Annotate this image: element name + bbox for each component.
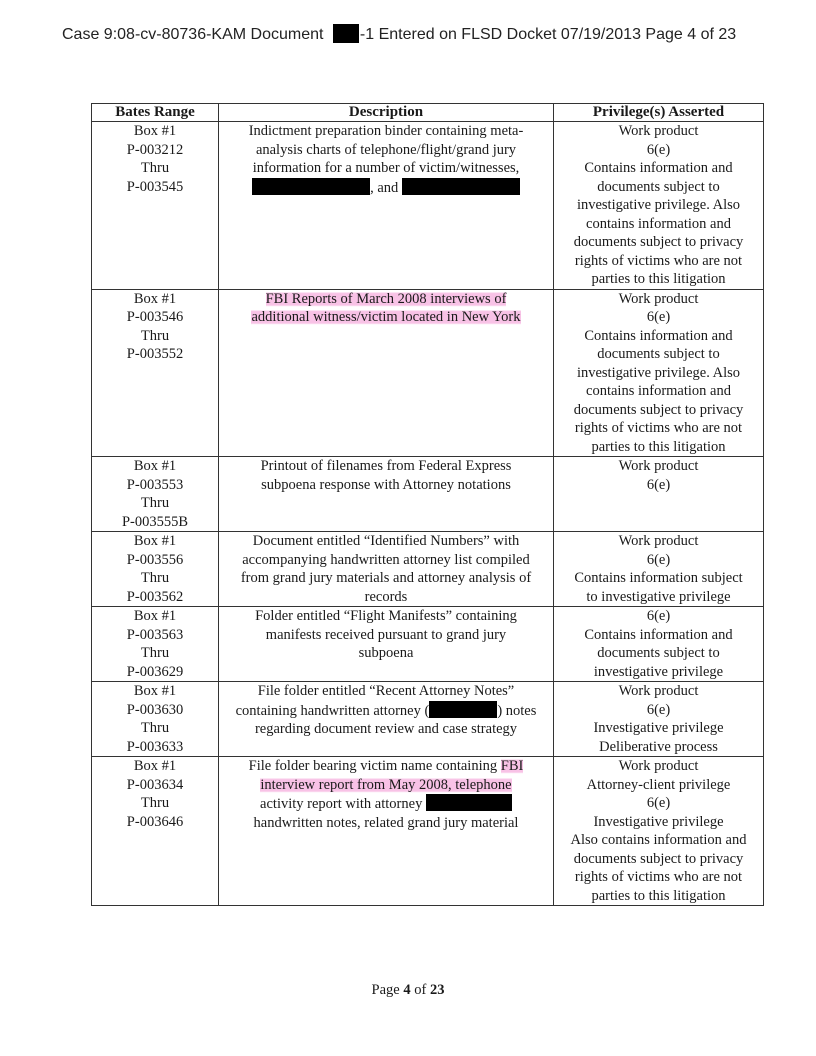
privilege-cell: Work product 6(e) <box>554 457 764 532</box>
description-cell: Indictment preparation binder containing meta- analysis charts of telephone/flight/grand jury information for a number of victim/witnesses, , and <box>219 122 554 290</box>
table-row <box>92 682 764 757</box>
bates-range-cell: Box #1 P-003634 Thru P-003646 <box>92 757 219 906</box>
table-row <box>92 607 764 682</box>
privilege-cell: Work product Attorney-client privilege 6(e) Investigative privilege Also contains information and documents subject to privacy rights of victims who are not parties to this litigation <box>554 757 764 906</box>
page-footer: Page 4 of 23 <box>371 982 445 998</box>
bates-range-cell: Box #1 P-003553 Thru P-003555B <box>92 457 219 532</box>
privilege-cell: Work product 6(e) Contains information and documents subject to investigative privilege. Also contains information and documents subject to privacy rights of victims who are not parties to this litigation <box>554 289 764 457</box>
bates-range-cell: Box #1 P-003212 Thru P-003545 <box>92 122 219 290</box>
table-row <box>92 457 764 532</box>
bates-range-cell: Box #1 P-003556 Thru P-003562 <box>92 532 219 607</box>
redaction-box <box>333 24 359 43</box>
redaction-box <box>252 178 370 195</box>
bates-range-cell: Box #1 P-003563 Thru P-003629 <box>92 607 219 682</box>
table-row <box>92 122 764 290</box>
column-header-privilege: Privilege(s) Asserted <box>554 104 764 122</box>
table-header-row <box>92 104 764 122</box>
privilege-cell: Work product 6(e) Contains information subject to investigative privilege <box>554 532 764 607</box>
redaction-box <box>429 701 497 718</box>
table-row <box>92 532 764 607</box>
bates-range-cell: Box #1 P-003546 Thru P-003552 <box>92 289 219 457</box>
description-cell: File folder bearing victim name containing FBI interview report from May 2008, telephone activity report with attorney handwritten notes, related grand jury material <box>219 757 554 906</box>
description-cell: Folder entitled “Flight Manifests” containing manifests received pursuant to grand jury subpoena <box>219 607 554 682</box>
description-cell: File folder entitled “Recent Attorney Notes” containing handwritten attorney ( ) notes regarding document review and case strategy <box>219 682 554 757</box>
column-header-bates: Bates Range <box>92 104 219 122</box>
table-row <box>92 757 764 906</box>
column-header-description: Description <box>219 104 554 122</box>
header-text-right: -1 Entered on FLSD Docket 07/19/2013 Page 4 of 23 <box>359 26 737 43</box>
header-text-left: Case 9:08-cv-80736-KAM Document <box>62 26 328 43</box>
table-row <box>92 289 764 457</box>
redaction-box <box>402 178 520 195</box>
page-header <box>62 24 802 44</box>
privilege-cell: Work product 6(e) Contains information and documents subject to investigative privilege. Also contains information and documents subject to privacy rights of victims who are not parties to this litigation <box>554 122 764 290</box>
privilege-cell: Work product 6(e) Investigative privilege Deliberative process <box>554 682 764 757</box>
description-cell: FBI Reports of March 2008 interviews of additional witness/victim located in New York <box>219 289 554 457</box>
privilege-log-table <box>91 103 764 906</box>
privilege-cell: 6(e) Contains information and documents subject to investigative privilege <box>554 607 764 682</box>
redaction-box <box>426 794 512 811</box>
description-cell: Document entitled “Identified Numbers” with accompanying handwritten attorney list compiled from grand jury materials and attorney analysis of records <box>219 532 554 607</box>
description-cell: Printout of filenames from Federal Express subpoena response with Attorney notations <box>219 457 554 532</box>
bates-range-cell: Box #1 P-003630 Thru P-003633 <box>92 682 219 757</box>
